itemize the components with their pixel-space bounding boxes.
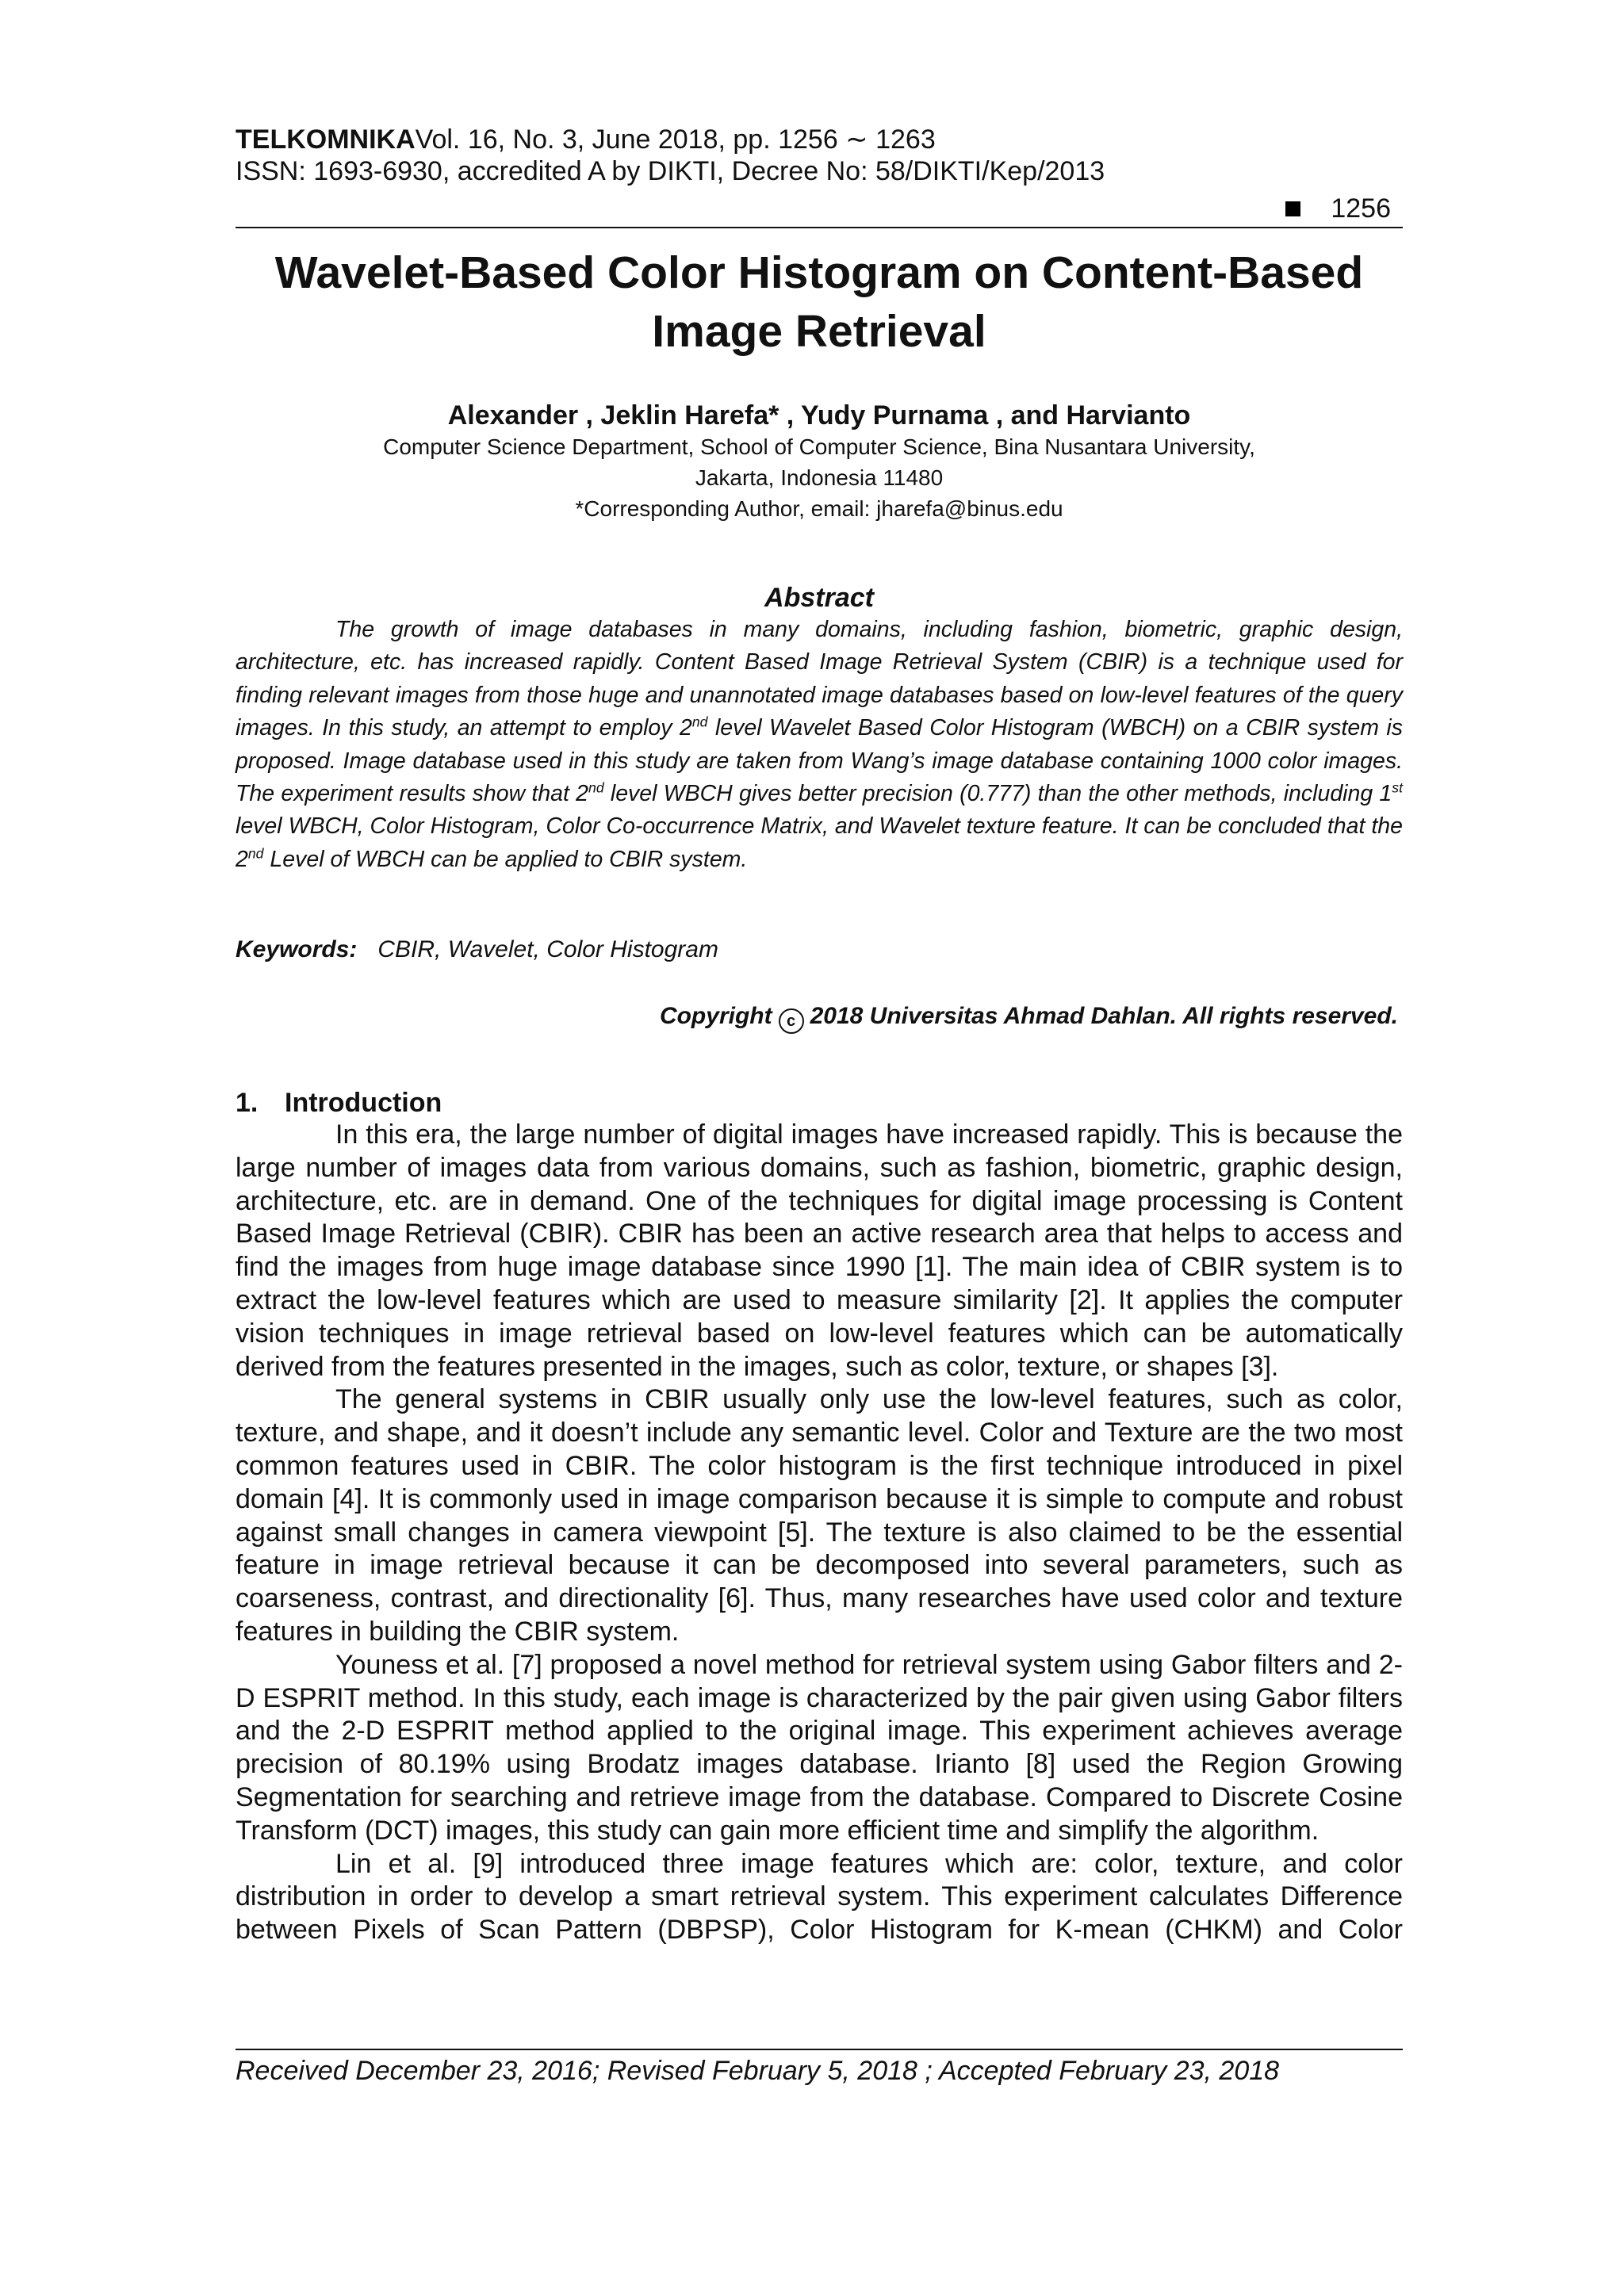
section-number: 1. — [236, 1088, 259, 1118]
volume-info: Vol. 16, No. 3, June 2018, pp. 1256 ∼ 1263 — [415, 124, 936, 155]
issn-line: ISSN: 1693-6930, accredited A by DIKTI, Decree No: 58/DIKTI/Kep/2013 — [236, 156, 1105, 186]
abstract-text — [236, 614, 1403, 876]
paragraph: Youness et al. [7] proposed a novel method for retrieval system using Gabor filters and 2-D ESPRIT method. In this study, each image is characterized by the pair given using Gabor filters and the 2-D ESPRIT method applied to the original image. This experiment achieves average precision of 80.19% using Brodatz images database. Irianto [8] used the Region Growing Segmentation for searching and retrieve image from the database. Compared to Discrete Cosine Transform (DCT) images, this study can gain more efficient time and simplify the algorithm. — [236, 1649, 1403, 1846]
affiliation — [236, 431, 1403, 524]
received-dates: Received December 23, 2016; Revised February 5, 2018 ; Accepted February 23, 2018 — [236, 2056, 1280, 2086]
abstract-sup-3: st — [1392, 779, 1403, 796]
affiliation-line-1: Computer Science Department, School of Computer Science, Bina Nusantara University, — [383, 434, 1255, 459]
page-number: 1256 — [1331, 193, 1391, 224]
paragraph: Lin et al. [9] introduced three image features which are: color, texture, and color distribution in order to develop a smart retrieval system. This experiment calculates Difference between Pixels of Scan Pattern (DBPSP), Color Histogram for K-mean (CHKM) and Color — [236, 1848, 1403, 1946]
paragraph: The general systems in CBIR usually only use the low-level features, such as color, texture, and shape, and it doesn’t include any semantic level. Color and Texture are the two most common features used in CBIR. The color histogram is the first technique introduced in pixel domain [4]. It is commonly used in image comparison because it is simple to compute and robust against small changes in camera viewpoint [5]. The texture is also claimed to be the essential feature in image retrieval because it can be decomposed into several parameters, such as coarseness, contrast, and directionality [6]. Thus, many researches have used color and texture features in building the CBIR system. — [236, 1384, 1403, 1647]
abstract-sup-2: nd — [588, 779, 604, 796]
abstract-sup-4: nd — [247, 845, 264, 862]
section-heading — [236, 1086, 442, 1119]
page-number-block — [1285, 193, 1391, 224]
abstract-heading: Abstract — [764, 583, 874, 613]
abstract-part-1: The growth of image databases in many domains, including fashion, biometric, graphic design, architecture, etc. has increased rapidly. Content Based Image Retrieval System (CBIR) is a technique used for finding relevant images from those huge and unannotated image databases based on low-level features of the query images. In this study, an attempt to employ 2 — [236, 617, 1403, 741]
header-rule — [236, 227, 1403, 228]
author-list: Alexander , Jeklin Harefa* , Yudy Purnama , and Harvianto — [447, 400, 1191, 430]
journal-name: TELKOMNIKA — [236, 124, 416, 155]
keywords-value: CBIR, Wavelet, Color Histogram — [377, 936, 718, 962]
section-title: Introduction — [285, 1088, 442, 1118]
copyright-notice — [236, 1001, 1398, 1034]
paragraph: In this era, the large number of digital images have increased rapidly. This is because the large number of images data from various domains, such as fashion, biometric, graphic design, architecture, etc. are in demand. One of the techniques for digital image processing is Content Based Image Retrieval (CBIR). CBIR has been an active research area that helps to access and find the images from huge image database since 1990 [1]. The main idea of CBIR system is to extract the low-level features which are used to measure similarity [2]. It applies the computer vision techniques in image retrieval based on low-level features which can be automatically derived from the features presented in the images, such as color, texture, or shapes [3]. — [236, 1119, 1403, 1382]
abstract-part-4: level WBCH, Color Histogram, Color Co-occurrence Matrix, and Wavelet texture feature. It can be concluded that the 2 — [236, 813, 1403, 872]
paper-title: Wavelet-Based Color Histogram on Content-Based Image Retrieval — [274, 247, 1364, 357]
section-body — [236, 1119, 1403, 1947]
keywords-label: Keywords: — [236, 936, 358, 962]
abstract-sup-1: nd — [691, 714, 708, 730]
journal-header — [236, 124, 1401, 187]
abstract-part-5: Level of WBCH can be applied to CBIR system. — [263, 846, 748, 872]
square-bullet-icon — [1285, 201, 1300, 216]
corresponding-author: *Corresponding Author, email: jharefa@binus.edu — [575, 496, 1063, 521]
abstract-part-3: level WBCH gives better precision (0.777) than the other methods, including 1 — [603, 781, 1392, 807]
footer-rule — [236, 2049, 1403, 2050]
copyright-text: 2018 Universitas Ahmad Dahlan. All rights reserved. — [810, 1003, 1398, 1029]
copyright-prefix: Copyright — [659, 1003, 772, 1029]
journal-line — [236, 124, 1401, 155]
affiliation-line-2: Jakarta, Indonesia 11480 — [695, 465, 944, 490]
abstract-part-2: level Wavelet Based Color Histogram (WBCH) on a CBIR system is proposed. Image database used in this study are taken from Wang’s image database containing 1000 color images. The experiment results show that 2 — [236, 715, 1403, 807]
copyright-icon: c — [779, 1008, 804, 1034]
keywords — [236, 934, 1403, 966]
